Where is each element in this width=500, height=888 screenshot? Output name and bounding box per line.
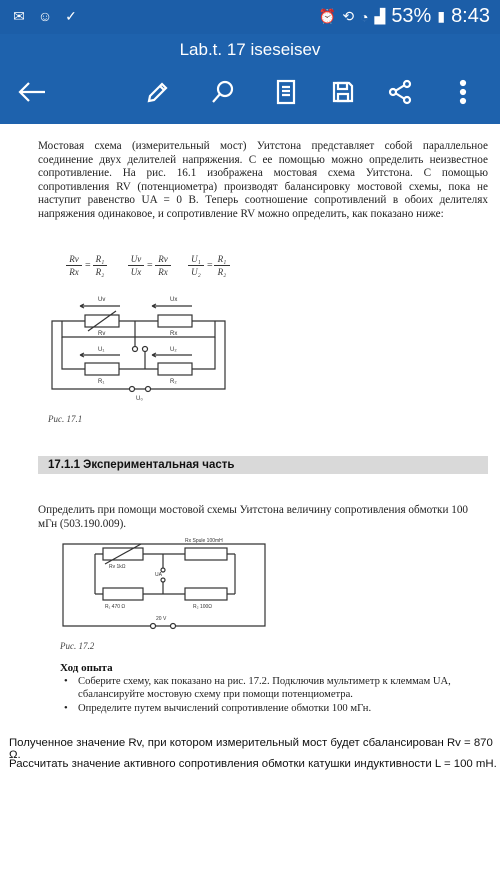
fig1-label-rx: Rx	[170, 331, 178, 337]
eq2-right	[155, 254, 171, 277]
signal-icon: ▟	[374, 8, 386, 24]
eq1-right	[93, 254, 107, 277]
eq3-right	[214, 254, 230, 277]
figure-17-2-circuit	[55, 534, 275, 634]
status-bar	[0, 0, 500, 34]
fig2-coil	[185, 548, 227, 560]
eq1-right-den: R₂	[95, 267, 105, 277]
eq3-left	[188, 254, 204, 277]
share-icon[interactable]	[382, 74, 418, 110]
eq3-left-den: U₂	[191, 267, 201, 277]
assistant-icon: ☺	[37, 8, 53, 24]
document-view[interactable]	[0, 124, 500, 888]
fig1-label-uv: Uv	[98, 297, 106, 303]
clock: 8:43	[451, 5, 490, 27]
fig1-label-ux: Ux	[170, 297, 178, 303]
app-bar	[0, 34, 500, 124]
procedure-title: Ход опыта	[60, 662, 113, 674]
procedure-step-2: • Определите путем вычислений сопротивление обмотки 100 мГн.	[78, 703, 488, 716]
sync-icon: ⟲	[342, 8, 355, 24]
battery-icon: ▮	[437, 8, 446, 24]
eq1-left-num: Rv	[69, 254, 79, 264]
fig2-label-ua: UA	[155, 572, 162, 578]
save-icon[interactable]	[325, 74, 361, 110]
reading-mode-icon[interactable]	[268, 74, 304, 110]
eq3-right-den: R₂	[217, 267, 227, 277]
r2-resistor	[158, 363, 192, 375]
edit-pencil-icon[interactable]	[140, 74, 176, 110]
eq2-left-den: Ux	[130, 267, 142, 277]
wifi-icon: ◔	[360, 8, 369, 25]
rx-resistor	[158, 315, 192, 327]
eq2-left-num: Uv	[130, 254, 142, 264]
fig2-r2-resistor	[185, 588, 227, 600]
figure-17-2-caption: Рис. 17.2	[60, 641, 95, 651]
fig1-label-r2: R₂	[170, 379, 177, 385]
eq1-left	[66, 254, 82, 277]
check-icon: ✓	[65, 8, 77, 24]
fig1-label-rv: Rv	[98, 331, 106, 337]
fig2-label-supply: 20 V	[156, 616, 167, 622]
eq2-left	[128, 254, 144, 277]
fig1-label-ub: U₀	[136, 396, 143, 402]
fig1-label-u1: U₁	[98, 347, 105, 353]
fig1-label-r1: R₁	[98, 379, 105, 385]
fig2-label-rv: Rv 1kΩ	[109, 564, 126, 570]
eq2-right-den: Rx	[158, 267, 168, 277]
notification-icons	[10, 7, 80, 25]
status-right	[319, 5, 490, 28]
document-title: Lab.t. 17 iseseisev	[179, 40, 321, 59]
fig2-label-r2: R₂ 100Ω	[193, 604, 213, 610]
note-task: Рассчитать значение активного сопротивления обмотки катушки индуктивности L = 100 mH.	[9, 758, 497, 770]
eq3-left-num: U₁	[191, 254, 201, 264]
r1-resistor	[85, 363, 119, 375]
message-icon: ✉	[13, 8, 25, 24]
eq1-sign: =	[85, 260, 91, 271]
intro-paragraph: Мостовая схема (измерительный мост) Уитстона представляет собой параллельное соединение двух делителей напряжения. С ее помощью можно определить неизвестное сопротивление. На рис. 16.1 изображена мостовая схема Уитстона. С помощью сопротивления RV (потенциометра) производят балансировку мостовой схемы, пока не наступит равенство UA = 0 В. Теперь соотношение сопротивлений в обоих делителях напряжения одинаковое, и сопротивление RV можно определить, как показано ниже:	[38, 140, 488, 220]
alarm-icon: ⏰	[318, 8, 337, 24]
eq1-left-den: Rx	[69, 267, 79, 277]
fig2-label-r1: R₁ 470 Ω	[105, 604, 126, 610]
battery-percent: 53%	[391, 5, 432, 27]
note-rv-value: Полученное значение Rv, при котором измерительный мост будет сбалансирован Rv = 870 Ω.	[9, 737, 493, 761]
fig2-label-coil: Rx Spule 100mH	[185, 538, 223, 544]
back-arrow-icon[interactable]	[14, 74, 50, 110]
section-heading: 17.1.1 Экспериментальная часть	[38, 456, 488, 474]
search-icon[interactable]	[205, 74, 241, 110]
procedure-step-1: • Соберите схему, как показано на рис. 17.2. Подключив мультиметр к клеммам UA, сбалансируйте мостовую схему при помощи потенциометра.	[78, 676, 488, 701]
eq3-sign: =	[207, 260, 213, 271]
more-vert-icon[interactable]	[445, 74, 481, 110]
eq3-right-num: R₁	[217, 254, 227, 264]
eq1-right-num: R₁	[95, 254, 105, 264]
eq2-sign: =	[147, 260, 153, 271]
task-paragraph: Определить при помощи мостовой схемы Уитстона величину сопротивления обмотки 100 мГн (503.190.009).	[38, 504, 469, 530]
figure-17-1-circuit	[40, 289, 250, 409]
fig1-label-u2: U₂	[170, 347, 177, 353]
eq2-right-num: Rv	[158, 254, 168, 264]
fig2-r1-resistor	[103, 588, 143, 600]
figure-17-1-caption: Рис. 17.1	[48, 414, 83, 424]
